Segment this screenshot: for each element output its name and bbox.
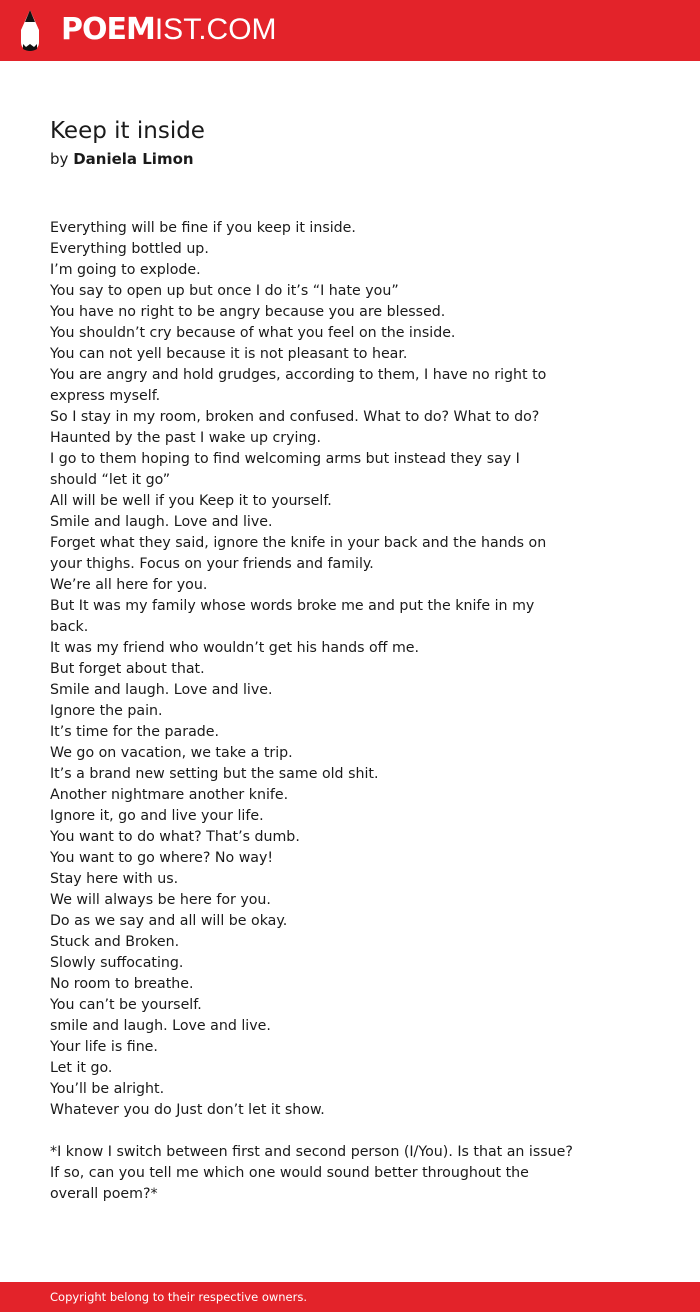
poem-line: You are angry and hold grudges, according to them, I have no right to express myself. — [50, 367, 547, 404]
site-footer — [0, 1282, 700, 1312]
by-label: by — [50, 150, 69, 168]
poem-line: You can not yell because it is not pleasant to hear. — [50, 346, 408, 362]
poem-line: You say to open up but once I do it’s “I hate you” — [50, 283, 399, 299]
poem-line: Let it go. — [50, 1060, 113, 1076]
author-note: *I know I switch between first and second person (I/You). Is that an issue? If so, can you tell me which one would sound better throughout the overall poem?* — [50, 1144, 573, 1202]
poem-line: You’ll be alright. — [50, 1081, 165, 1097]
logo-light-text: IST.COM — [154, 13, 277, 46]
poem-line: All will be well if you Keep it to yourself. — [50, 493, 332, 509]
poem-line: Stuck and Broken. — [50, 934, 180, 950]
pencil-icon[interactable] — [18, 10, 42, 52]
poem-line: It’s time for the parade. — [50, 724, 220, 740]
poem-line: Everything bottled up. — [50, 241, 209, 257]
poem-line: You have no right to be angry because you are blessed. — [50, 304, 446, 320]
poem-line: Haunted by the past I wake up crying. — [50, 430, 321, 446]
author-name: Daniela Limon — [73, 150, 194, 168]
poem-line: No room to breathe. — [50, 976, 194, 992]
poem-line: Smile and laugh. Love and live. — [50, 682, 273, 698]
site-header — [0, 0, 700, 61]
byline — [50, 149, 194, 169]
poem-line: It’s a brand new setting but the same old shit. — [50, 766, 379, 782]
poem-line: Another nightmare another knife. — [50, 787, 289, 803]
site-logo[interactable] — [61, 11, 277, 49]
poem-line: So I stay in my room, broken and confused. What to do? What to do? — [50, 409, 540, 425]
poem-line: I go to them hoping to find welcoming arms but instead they say I should “let it go” — [50, 451, 520, 488]
poem-line: Ignore the pain. — [50, 703, 163, 719]
poem-line: We go on vacation, we take a trip. — [50, 745, 293, 761]
poem-line: But forget about that. — [50, 661, 205, 677]
poem-line: Slowly suffocating. — [50, 955, 184, 971]
poem-line: Do as we say and all will be okay. — [50, 913, 288, 929]
poem-line: Smile and laugh. Love and live. — [50, 514, 273, 530]
poem-line: You want to go where? No way! — [50, 850, 274, 866]
poem-line: Forget what they said, ignore the knife in your back and the hands on your thighs. Focus on your friends and family. — [50, 535, 547, 572]
poem-line: Your life is fine. — [50, 1039, 158, 1055]
poem-title: Keep it inside — [50, 118, 205, 144]
logo-bold-text: POEM — [61, 12, 155, 47]
poem-line: Whatever you do Just don’t let it show. — [50, 1102, 325, 1118]
poem-line: It was my friend who wouldn’t get his hands off me. — [50, 640, 420, 656]
poem-line: Everything will be fine if you keep it inside. — [50, 220, 356, 236]
poem-body — [50, 218, 570, 1121]
poem-line: smile and laugh. Love and live. — [50, 1018, 271, 1034]
poem-line: You shouldn’t cry because of what you feel on the inside. — [50, 325, 456, 341]
poem-line: We’re all here for you. — [50, 577, 208, 593]
poem-line: I’m going to explode. — [50, 262, 201, 278]
poem-line: You can’t be yourself. — [50, 997, 202, 1013]
poem-line: Ignore it, go and live your life. — [50, 808, 264, 824]
copyright-text: Copyright belong to their respective owners. — [50, 1290, 308, 1304]
poem-line: But It was my family whose words broke me and put the knife in my back. — [50, 598, 535, 635]
poem-line: We will always be here for you. — [50, 892, 271, 908]
poem-line: You want to do what? That’s dumb. — [50, 829, 300, 845]
poem-line: Stay here with us. — [50, 871, 179, 887]
